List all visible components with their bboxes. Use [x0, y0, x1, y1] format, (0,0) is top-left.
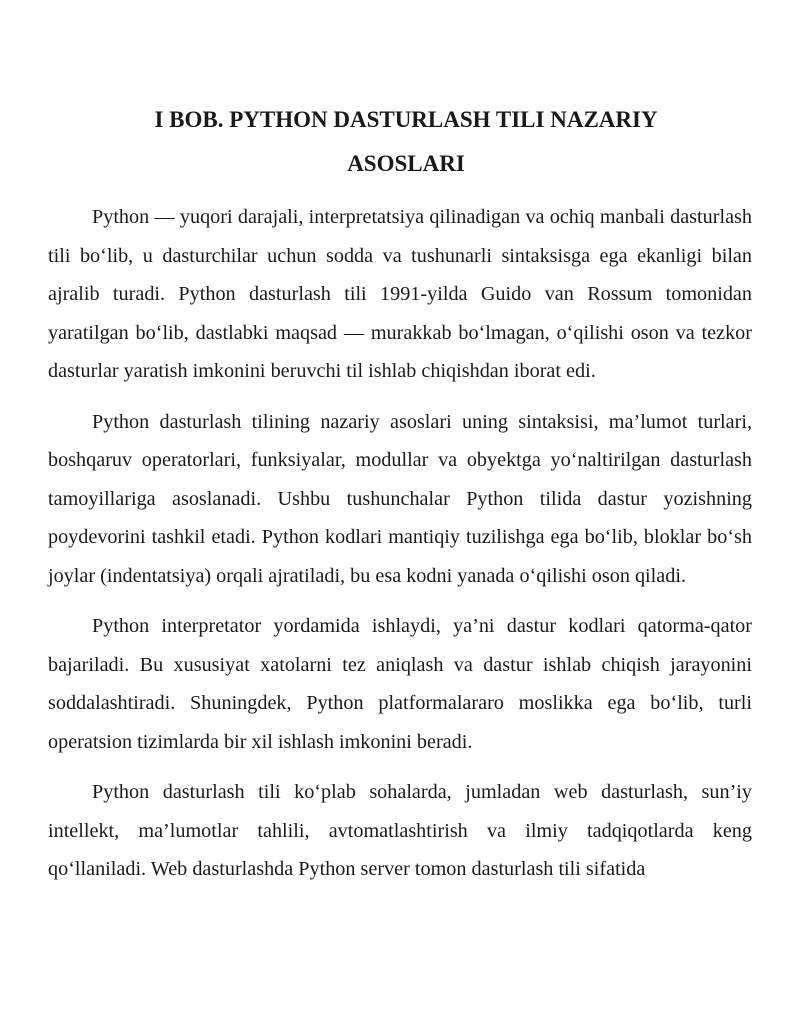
paragraph-1: Python — yuqori darajali, interpretatsiya qilinadigan va ochiq manbali dasturlash tili bo‘lib, u dasturchilar uchun sodda va tushunarli sintaksisga ega ekanligi bilan ajralib turadi. Python dasturlash tili 1991-yilda Guido van Rossum tomonidan yaratilgan bo‘lib, dastlabki maqsad — murakkab bo‘lmagan, o‘qilishi oson va tezkor dasturlar yaratish imkonini beruvchi til ishlab chiqishdan iborat edi.: [48, 206, 752, 382]
chapter-title-line-2: ASOSLARI: [347, 151, 465, 176]
paragraph-2: Python dasturlash tilining nazariy asoslari uning sintaksisi, ma’lumot turlari, boshqaruv operatorlari, funksiyalar, modullar va obyektga yo‘naltirilgan dasturlash tamoyillariga asoslanadi. Ushbu tushunchalar Python tilida dastur yozishning poydevorini tashkil etadi. Python kodlari mantiqiy tuzilishga ega bo‘lib, bloklar bo‘sh joylar (indentatsiya) orqali ajratiladi, bu esa kodni yanada o‘qilishi oson qiladi.: [48, 410, 752, 587]
paragraph-4: Python dasturlash tili ko‘plab sohalarda, jumladan web dasturlash, sun’iy intellekt, ma’lumotlar tahlili, avtomatlashtirish va ilmiy tadqiqotlarda keng qo‘llaniladi. Web dasturlashda Python server tomon dasturlash tili sifatida: [48, 781, 752, 880]
chapter-title-line-1: I BOB. PYTHON DASTURLASH TILI NAZARIY: [154, 107, 658, 132]
chapter-title: [48, 98, 752, 186]
paragraph-3: Python interpretator yordamida ishlaydi, ya’ni dastur kodlari qatorma-qator bajariladi. Bu xususiyat xatolarni tez aniqlash va dastur ishlab chiqish jarayonini soddalashtiradi. Shuningdek, Python platformalararo moslikka ega bo‘lib, turli operatsion tizimlarda bir xil ishlash imkonini beradi.: [48, 615, 752, 753]
body-text: [48, 198, 752, 901]
